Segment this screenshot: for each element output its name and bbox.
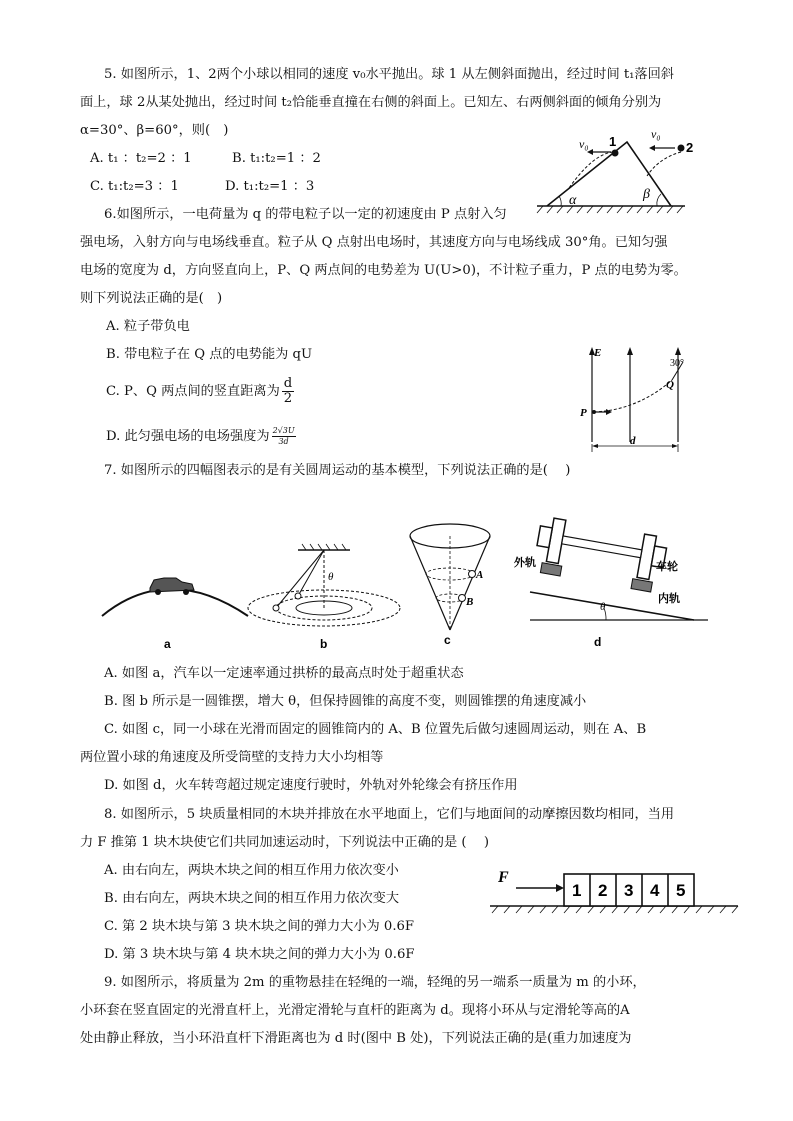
- q6-E-label: E: [594, 347, 602, 359]
- q8-block-5: 5: [676, 881, 686, 900]
- q6-option-d-numerator: 2√3U: [272, 426, 295, 435]
- q6-line2: 强电场，入射方向与电场线垂直。粒子从 Q 点射出电场时，其速度方向与电场线成 30°角。已知匀强: [80, 235, 668, 250]
- q7-option-d[interactable]: D. 如图 d，火车转弯超过规定速度行驶时，外轨对外轮缘会有挤压作用: [104, 778, 518, 793]
- q6-option-a[interactable]: A. 粒子带负电: [106, 319, 190, 334]
- q7-inner-rail-label: 内轨: [658, 592, 680, 605]
- q5-option-a[interactable]: A. t₁ ：t₂=2 ：1: [90, 151, 192, 166]
- q5-beta-label: β: [643, 187, 650, 202]
- q7-label-c: c: [444, 633, 451, 647]
- q8-option-d[interactable]: D. 第 3 块木块与第 4 块木块之间的弹力大小为 0.6F: [104, 947, 415, 962]
- q7-label-b: b: [320, 637, 328, 651]
- q5-ball2-label: 2: [686, 140, 694, 155]
- q7-option-a[interactable]: A. 如图 a，汽车以一定速率通过拱桥的最高点时处于超重状态: [104, 666, 464, 681]
- q8-option-a[interactable]: A. 由右向左，两块木块之间的相互作用力依次变小: [104, 863, 399, 878]
- q8-option-c[interactable]: C. 第 2 块木块与第 3 块木块之间的弹力大小为 0.6F: [104, 919, 415, 934]
- q6-option-d[interactable]: [106, 426, 296, 447]
- q8-F-label: F: [498, 869, 509, 886]
- q8-block-3: 3: [624, 881, 634, 900]
- q7-B-label: B: [466, 596, 474, 608]
- q7-outer-rail-label: 外轨: [514, 556, 536, 569]
- q6-width-label: d: [630, 435, 636, 447]
- q8-line2: 力 F 推第 1 块木块使它们共同加速运动时，下列说法中正确的是 ( ): [80, 835, 490, 850]
- q6-angle-label: 30°: [670, 358, 684, 369]
- q7-figure-models: [98, 510, 743, 652]
- q5-figure-inclines: [535, 118, 695, 218]
- q6-line1: 6.如图所示，一电荷量为 q 的带电粒子以一定的初速度由 P 点射入匀: [104, 207, 507, 222]
- q7-label-d: d: [594, 635, 602, 649]
- q8-figure-blocks: [488, 862, 740, 922]
- q6-option-c[interactable]: [106, 377, 294, 406]
- q6-line4: 则下列说法正确的是( ): [80, 291, 223, 306]
- q7-option-b[interactable]: B. 图 b 所示是一圆锥摆，增大 θ，但保持圆锥的高度不变，则圆锥摆的角速度减小: [104, 694, 587, 709]
- q5-line1: 5. 如图所示，1、2两个小球以相同的速度 v₀水平抛出。球 1 从左侧斜面抛出，经过时间 t₁落回斜: [104, 67, 674, 82]
- q5-v0-label-left: v₀: [579, 137, 589, 151]
- q8-option-b[interactable]: B. 由右向左，两块木块之间的相互作用力依次变大: [104, 891, 400, 906]
- q5-line2: 面上，球 2从某处抛出，经过时间 t₂恰能垂直撞在右侧的斜面上。已知左、右两侧斜面的倾角分别为: [80, 95, 662, 110]
- q7-line1: 7. 如图所示的四幅图表示的是有关圆周运动的基本模型，下列说法正确的是( ): [104, 463, 571, 478]
- q7-option-c-line2: 两位置小球的角速度及所受筒壁的支持力大小均相等: [80, 750, 384, 765]
- q5-option-d[interactable]: D. t₁:t₂=1 ：3: [225, 179, 315, 194]
- q6-option-c-text: C. P、Q 两点间的竖直距离为: [106, 384, 280, 399]
- q7-option-c-line1[interactable]: C. 如图 c，同一小球在光滑而固定的圆锥筒内的 A、B 位置先后做匀速圆周运动，则在 A、B: [104, 722, 647, 737]
- q6-P-label: P: [580, 407, 587, 419]
- q7-A-label: A: [476, 569, 484, 581]
- q6-option-c-fraction: [282, 377, 294, 406]
- q9-line1: 9. 如图所示，将质量为 2m 的重物悬挂在轻绳的一端，轻绳的另一端系一质量为 m 的小环，: [104, 975, 646, 990]
- q5-ball1-label: 1: [609, 134, 617, 149]
- q6-option-b[interactable]: B. 带电粒子在 Q 点的电势能为 qU: [106, 347, 313, 362]
- q6-option-c-denominator: 2: [283, 391, 293, 406]
- q8-block-4: 4: [650, 881, 660, 900]
- q9-line3: 处由静止释放，当小环沿直杆下滑距离也为 d 时(图中 B 处)，下列说法正确的是(重力加速度为: [80, 1031, 632, 1046]
- q5-alpha-label: α: [569, 193, 577, 208]
- car-icon: [150, 578, 194, 595]
- q7-d-theta-label: θ: [600, 601, 606, 613]
- q6-option-d-denominator: 3d: [278, 437, 289, 446]
- q5-option-c[interactable]: C. t₁:t₂=3 ：1: [90, 179, 179, 194]
- q5-v0-label-right: v₀: [651, 127, 661, 141]
- q6-option-d-fraction: [272, 426, 296, 447]
- q8-block-2: 2: [598, 881, 608, 900]
- q6-figure-field: [578, 342, 693, 454]
- q6-line3: 电场的宽度为 d，方向竖直向上，P、Q 两点间的电势差为 U(U>0)，不计粒子重力，P 点的电势为零。: [80, 263, 687, 278]
- q8-block-1: 1: [572, 881, 582, 900]
- q5-option-b[interactable]: B. t₁:t₂=1 ：2: [232, 151, 321, 166]
- q7-label-a: a: [164, 637, 171, 651]
- q5-line3: α=30°、β=60°，则( ): [80, 123, 229, 138]
- q7-theta-label: θ: [328, 571, 334, 583]
- q7-wheel-label: 车轮: [656, 560, 678, 573]
- q6-option-c-numerator: d: [283, 376, 293, 391]
- q9-line2: 小环套在竖直固定的光滑直杆上，光滑定滑轮与直杆的距离为 d。现将小环从与定滑轮等高的A: [80, 1003, 630, 1018]
- q6-Q-label: Q: [666, 379, 674, 391]
- q8-line1: 8. 如图所示，5 块质量相同的木块并排放在水平地面上，它们与地面间的动摩擦因数均相同，当用: [104, 807, 675, 822]
- q6-option-d-text: D. 此匀强电场的电场强度为: [106, 429, 270, 444]
